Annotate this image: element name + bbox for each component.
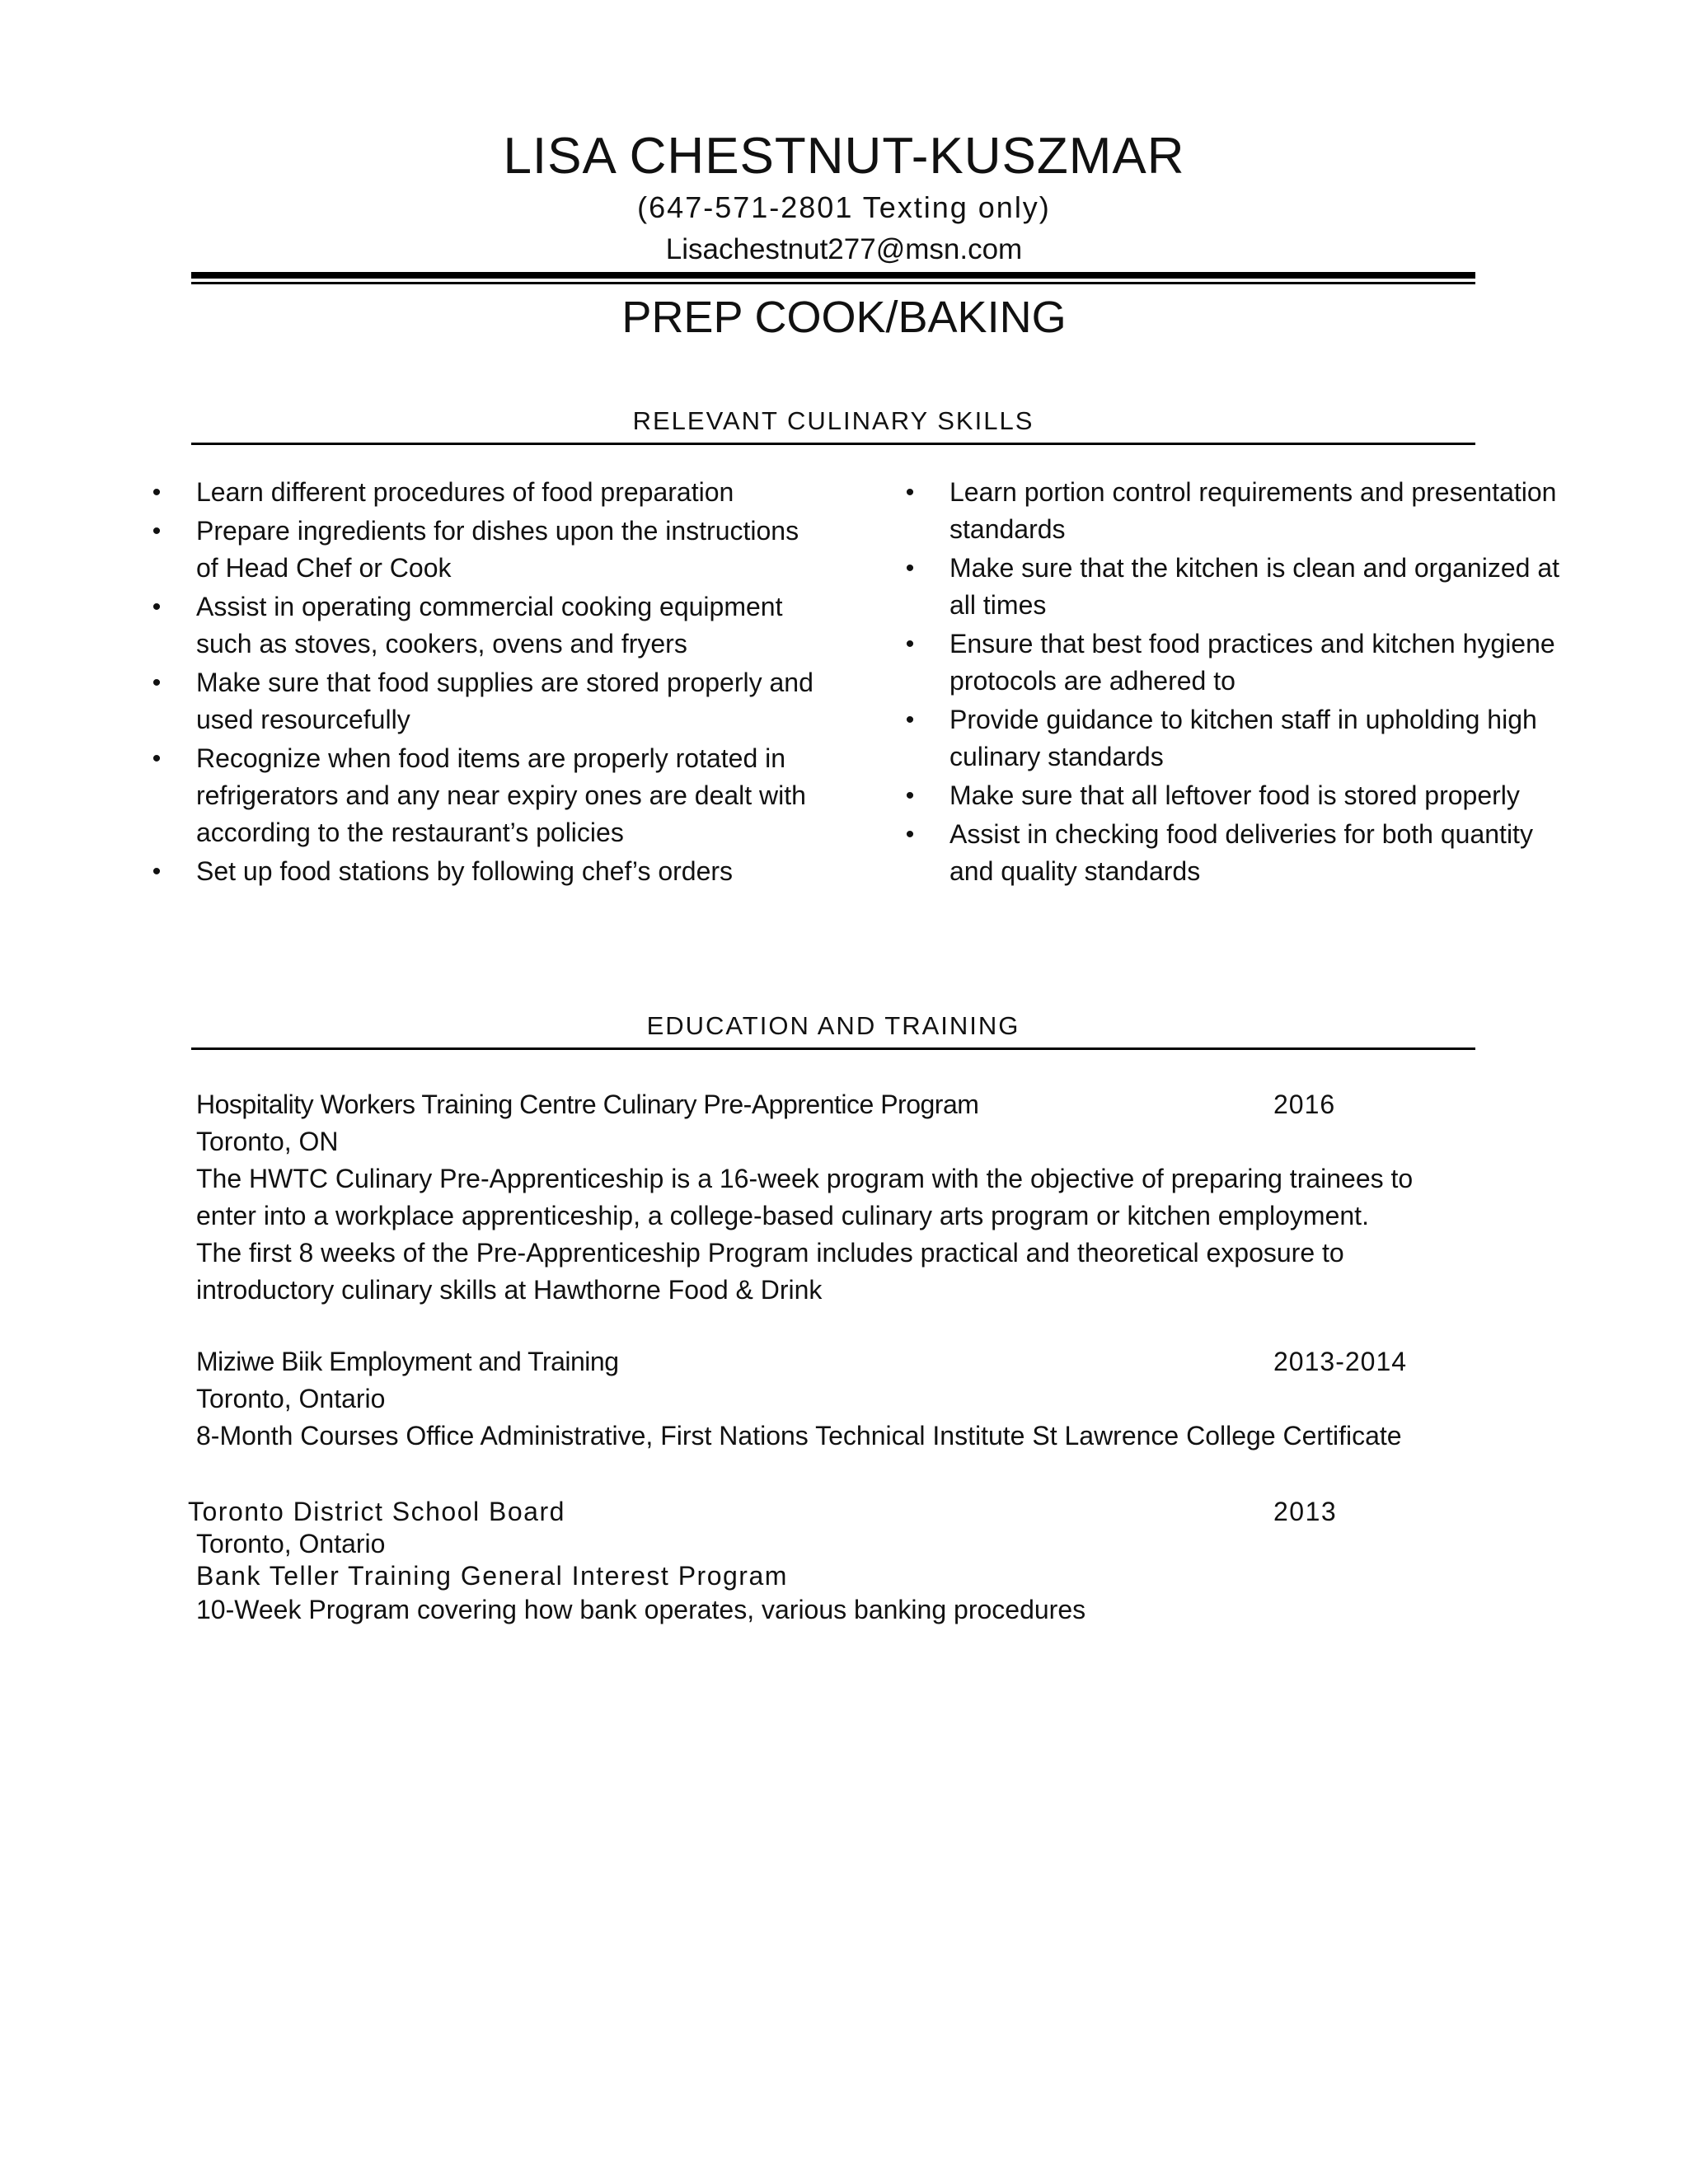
education-detail: Bank Teller Training General Interest Program [196,1561,788,1591]
skill-text: Make sure that all leftover food is stored properly [950,780,1520,810]
skills-list-right [905,474,1576,892]
education-heading: EDUCATION AND TRAINING [646,1011,1020,1040]
bullet-icon: • [152,518,162,545]
education-detail: 10-Week Program covering how bank operates, various banking procedures [196,1595,1086,1624]
bullet-icon: • [905,555,915,582]
skill-text: Set up food stations by following chef’s orders [196,856,734,886]
education-detail: 8-Month Courses Office Administrative, First Nations Technical Institute St Lawrence College Certificate [196,1421,1402,1451]
skills-heading: RELEVANT CULINARY SKILLS [632,406,1034,435]
bullet-icon: • [905,821,915,848]
skill-text: Recognize when food items are properly rotated in refrigerators and any near expiry ones are dealt with according to the restaurant’s policies [196,743,806,847]
skill-text: Learn portion control requirements and presentation standards [950,477,1557,544]
bullet-icon: • [905,706,915,733]
education-entry [196,1086,1498,1309]
skill-item [905,816,1576,890]
education-year: 2013-2014 [1273,1347,1408,1376]
skill-text: Ensure that best food practices and kitchen hygiene protocols are adhered to [950,629,1555,696]
bullet-icon: • [152,593,162,621]
education-year: 2016 [1273,1090,1336,1119]
skill-item [152,588,823,663]
education-year: 2013 [1273,1497,1338,1526]
email-address: Lisachestnut277@msn.com [665,233,1023,265]
education-program-name: Miziwe Biik Employment and Training [196,1347,619,1376]
skill-item [152,740,823,851]
skill-item [905,701,1576,776]
header-divider-thick [191,272,1475,279]
job-title: PREP COOK/BAKING [621,293,1067,342]
skill-text: Make sure that food supplies are stored properly and used resourcefully [196,668,814,734]
bullet-icon: • [152,669,162,696]
skill-item [905,626,1576,700]
education-detail: The HWTC Culinary Pre-Apprenticeship is a 16-week program with the objective of preparing trainees to [196,1164,1414,1193]
bullet-icon: • [905,630,915,658]
skill-item [905,777,1576,814]
bullet-icon: • [905,782,915,809]
education-entry [188,1493,1490,1629]
bullet-icon: • [152,858,162,885]
skill-item [905,474,1576,548]
skills-divider [191,443,1475,445]
skills-list-left [152,474,823,892]
education-program-name: Hospitality Workers Training Centre Culinary Pre-Apprentice Program [196,1090,979,1119]
bullet-icon: • [152,745,162,772]
skill-text: Make sure that the kitchen is clean and organized at all times [950,553,1559,620]
phone-number: (647-571-2801 Texting only) [637,190,1051,224]
skill-item [905,550,1576,624]
education-detail: The first 8 weeks of the Pre-Apprenticeship Program includes practical and theoretical exposure to [196,1238,1344,1268]
skill-item [152,474,823,511]
bullet-icon: • [152,479,162,506]
education-location: Toronto, ON [196,1127,339,1156]
skill-text: Learn different procedures of food preparation [196,477,734,507]
education-detail: introductory culinary skills at Hawthorne Food & Drink [196,1275,823,1305]
skill-text: Prepare ingredients for dishes upon the instructions of Head Chef or Cook [196,516,799,583]
skill-text: Assist in checking food deliveries for both quantity and quality standards [950,819,1533,886]
skill-text: Assist in operating commercial cooking equipment such as stoves, cookers, ovens and fryers [196,592,783,658]
skill-item [152,664,823,738]
skill-text: Provide guidance to kitchen staff in upholding high culinary standards [950,705,1537,771]
education-location: Toronto, Ontario [196,1529,386,1558]
education-location: Toronto, Ontario [196,1384,386,1413]
education-divider [191,1047,1475,1050]
candidate-name: LISA CHESTNUT-KUSZMAR [503,128,1185,185]
education-entry [196,1343,1498,1455]
bullet-icon: • [905,479,915,506]
education-program-name: Toronto District School Board [188,1497,565,1526]
skill-item [152,853,823,890]
header-divider-thin [191,282,1475,284]
education-detail: enter into a workplace apprenticeship, a college-based culinary arts program or kitchen employment. [196,1201,1369,1230]
skill-item [152,513,823,587]
